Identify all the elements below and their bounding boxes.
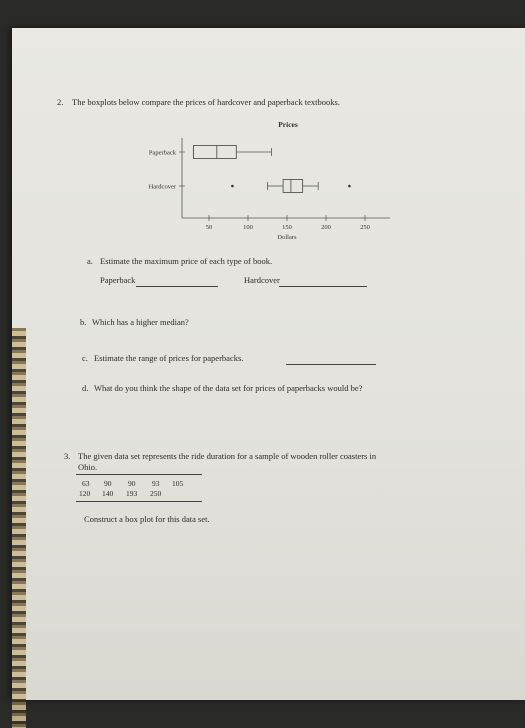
question-3-text-line1: The given data set represents the ride duration for a sample of wooden roller coasters in (78, 451, 377, 461)
data-bottom-rule (76, 501, 202, 502)
part-c-label: c. (82, 353, 88, 363)
paperback-answer-label: Paperback (100, 275, 136, 285)
box (283, 180, 303, 193)
data-value: 90 (128, 479, 136, 488)
part-a-label: a. (87, 256, 93, 266)
x-tick-label: 150 (282, 224, 292, 231)
part-b-text: Which has a higher median? (92, 317, 189, 327)
hardcover-answer-label: Hardcover (244, 275, 280, 285)
chart-title: Prices (278, 120, 298, 129)
notebook-spiral (12, 328, 26, 728)
data-value: 90 (104, 479, 112, 488)
question-2-number: 2. (57, 97, 64, 107)
hardcover-answer-line[interactable] (279, 286, 367, 287)
question-2-text: The boxplots below compare the prices of hardcover and paperback textbooks. (72, 97, 340, 107)
worksheet-page (12, 28, 525, 700)
x-tick-label: 50 (205, 224, 213, 231)
x-tick-label: 250 (360, 224, 370, 231)
part-a-text: Estimate the maximum price of each type of book. (100, 256, 273, 266)
series-label: Hardcover (148, 183, 176, 191)
boxplot-chart (12, 28, 525, 258)
outlier-point (348, 185, 351, 188)
question-3-text-line2: Ohio. (78, 462, 98, 472)
data-value: 120 (79, 489, 91, 498)
question-3-instruction: Construct a box plot for this data set. (84, 514, 210, 524)
question-3-number: 3. (64, 451, 71, 461)
data-value: 105 (172, 479, 184, 488)
data-value: 93 (152, 479, 160, 488)
data-top-rule (76, 474, 202, 475)
part-b-label: b. (80, 317, 87, 327)
data-value: 140 (102, 489, 114, 498)
data-value: 193 (126, 489, 138, 498)
part-d-text: What do you think the shape of the data set for prices of paperbacks would be? (94, 383, 363, 393)
x-axis-label: Dollars (277, 234, 297, 241)
box (193, 146, 236, 159)
data-value: 250 (150, 489, 162, 498)
x-tick-label: 200 (321, 224, 331, 231)
outlier-point (231, 185, 234, 188)
part-c-text: Estimate the range of prices for paperbacks. (94, 353, 244, 363)
series-label: Paperback (148, 149, 176, 157)
x-tick-label: 100 (243, 224, 253, 231)
part-d-label: d. (82, 383, 89, 393)
data-value: 63 (82, 479, 90, 488)
range-answer-line[interactable] (286, 364, 376, 365)
paperback-answer-line[interactable] (136, 286, 218, 287)
